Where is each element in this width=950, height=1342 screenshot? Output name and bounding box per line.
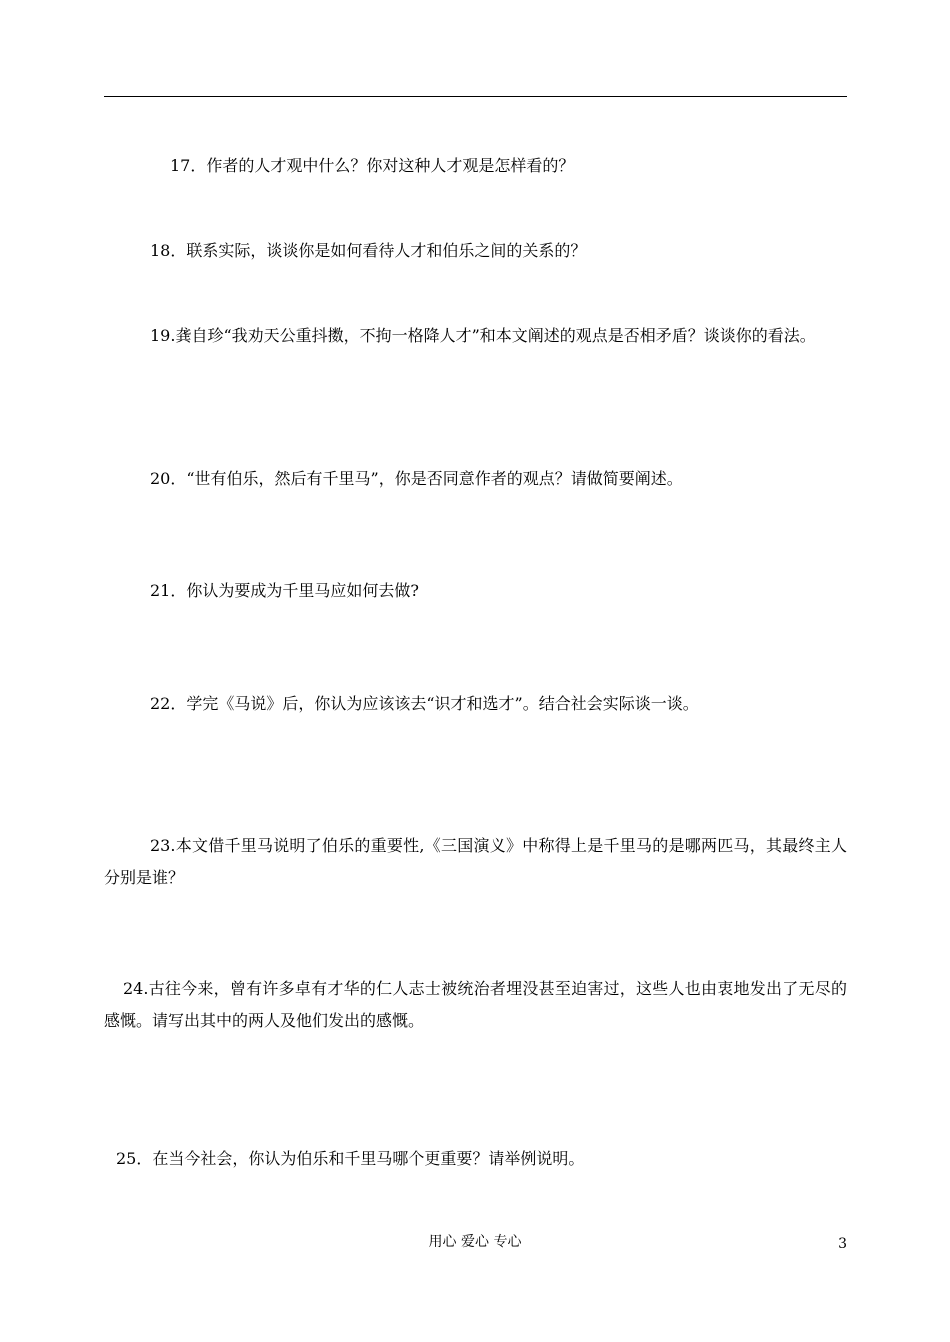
question-24: 24.古往今来，曾有许多卓有才华的仁人志士被统治者埋没甚至迫害过，这些人也由衷地发出了无尽的感慨。请写出其中的两人及他们发出的感慨。 [104,979,847,1030]
question-20: 20．“世有伯乐，然后有千里马”，你是否同意作者的观点？请做简要阐述。 [150,469,683,488]
question-22: 22．学完《马说》后，你认为应该该去“识才和选才”。结合社会实际谈一谈。 [150,694,699,713]
page-number: 3 [838,1236,847,1252]
question-19: 19.龚自珍“我劝天公重抖擞，不拘一格降人才”和本文阐述的观点是否相矛盾？谈谈你的看法。 [150,326,816,345]
question-18: 18．联系实际，谈谈你是如何看待人才和伯乐之间的关系的？ [150,241,587,260]
question-21: 21．你认为要成为千里马应如何去做? [150,581,419,600]
question-23: 23.本文借千里马说明了伯乐的重要性,《三国演义》中称得上是千里马的是哪两匹马，其最终主人分别是谁？ [104,836,847,887]
footer-slogan: 用心 爱心 专心 [428,1234,522,1250]
header-rule [104,96,847,97]
question-25: 25．在当今社会，你认为伯乐和千里马哪个更重要？请举例说明。 [116,1149,585,1168]
question-17: 17．作者的人才观中什么？你对这种人才观是怎样看的？ [170,156,575,175]
